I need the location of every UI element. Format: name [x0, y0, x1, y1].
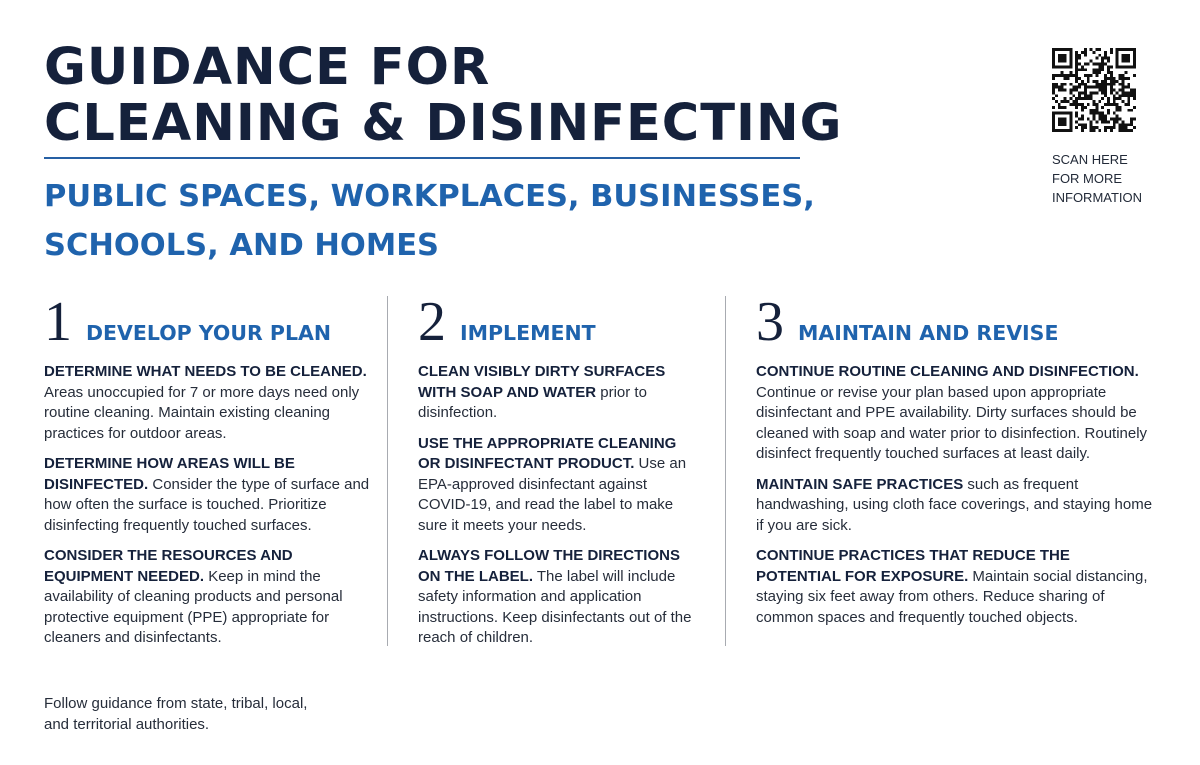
paragraph-heading: DETERMINE HOW AREAS WILL BE DISINFECTED.: [44, 455, 295, 493]
step-paragraph: [418, 362, 700, 424]
subtitle-line-1: PUBLIC SPACES, WORKPLACES, BUSINESSES,: [44, 179, 815, 214]
qr-caption-line-1: SCAN HERE: [1052, 152, 1128, 167]
title-line-2: CLEANING & DISINFECTING: [44, 94, 843, 153]
qr-caption-line-3: INFORMATION: [1052, 190, 1143, 205]
step-header: [756, 291, 1156, 353]
paragraph-text: Maintain social distancing, staying six feet away from others. Reduce sharing of common spaces and frequently touched objects.: [756, 567, 1148, 626]
paragraph-heading: CONTINUE ROUTINE CLEANING AND DISINFECTION.: [756, 363, 1139, 380]
step-implement: [418, 291, 700, 659]
paragraph-text: Consider the type of surface and how often the surface is touched. Prioritize disinfecting frequently touched surfaces.: [44, 475, 370, 534]
step-title: DEVELOP YOUR PLAN: [86, 321, 332, 345]
paragraph-text: Continue or revise your plan based upon appropriate disinfectant and PPE availability. Dirty surfaces should be cleaned with soap and water prior to disinfection. Routinely disinfect frequently touched surfaces at least daily.: [756, 383, 1148, 462]
step-paragraph: [756, 546, 1156, 628]
paragraph-heading: CLEAN VISIBLY DIRTY SURFACES WITH SOAP AND WATER: [418, 363, 666, 401]
footer-line-2: and territorial authorities.: [44, 716, 210, 733]
paragraph-text: Keep in mind the availability of cleaning products and personal protective equipment (PPE) appropriate for cleaners and disinfectants.: [44, 567, 343, 646]
step-header: [418, 291, 700, 353]
paragraph-heading: CONTINUE PRACTICES THAT REDUCE THE POTENTIAL FOR EXPOSURE.: [756, 547, 1070, 585]
step-header: [44, 291, 374, 353]
step-number: 1: [44, 291, 72, 353]
step-develop-plan: [44, 291, 374, 659]
paragraph-text: Areas unoccupied for 7 or more days need only routine cleaning. Maintain existing cleaning practices for outdoor areas.: [44, 383, 360, 442]
title-underline: [44, 157, 800, 159]
title-line-1: GUIDANCE FOR: [44, 38, 491, 97]
step-title: IMPLEMENT: [460, 321, 596, 345]
step-paragraph: [418, 546, 700, 649]
paragraph-text: such as frequent handwashing, using cloth face coverings, and staying home if you are sick.: [756, 475, 1153, 534]
step-paragraph: [44, 454, 374, 536]
step-maintain-revise: [756, 291, 1156, 638]
step-title: MAINTAIN AND REVISE: [798, 321, 1059, 345]
paragraph-text: The label will include safety information and application instructions. Keep disinfectants out of the reach of children.: [418, 567, 692, 646]
paragraph-heading: DETERMINE WHAT NEEDS TO BE CLEANED.: [44, 363, 367, 380]
paragraph-heading: CONSIDER THE RESOURCES AND EQUIPMENT NEEDED.: [44, 547, 293, 585]
column-divider: [387, 296, 388, 646]
step-paragraph: [44, 362, 374, 444]
page-title: [44, 40, 843, 152]
qr-code-icon: [1052, 48, 1136, 132]
step-number: 2: [418, 291, 446, 353]
qr-caption: [1052, 150, 1172, 207]
paragraph-heading: USE THE APPROPRIATE CLEANING OR DISINFECTANT PRODUCT.: [418, 434, 677, 472]
step-paragraph: [756, 362, 1156, 465]
step-paragraph: [44, 546, 374, 649]
footer-line-1: Follow guidance from state, tribal, local,: [44, 695, 308, 712]
qr-code[interactable]: [1052, 48, 1136, 132]
paragraph-text: prior to disinfection.: [418, 383, 647, 421]
footer-note: [44, 693, 364, 735]
paragraph-heading: MAINTAIN SAFE PRACTICES: [756, 475, 964, 493]
paragraph-heading: ALWAYS FOLLOW THE DIRECTIONS ON THE LABEL.: [418, 547, 680, 585]
paragraph-text: Use an EPA-approved disinfectant against COVID-19, and read the label to make sure it meets your needs.: [418, 455, 687, 534]
step-number: 3: [756, 291, 784, 353]
page-subtitle: [44, 172, 815, 270]
step-paragraph: [756, 475, 1156, 537]
column-divider: [725, 296, 726, 646]
step-paragraph: [418, 434, 700, 537]
subtitle-line-2: SCHOOLS, AND HOMES: [44, 228, 440, 263]
qr-caption-line-2: FOR MORE: [1052, 171, 1123, 186]
